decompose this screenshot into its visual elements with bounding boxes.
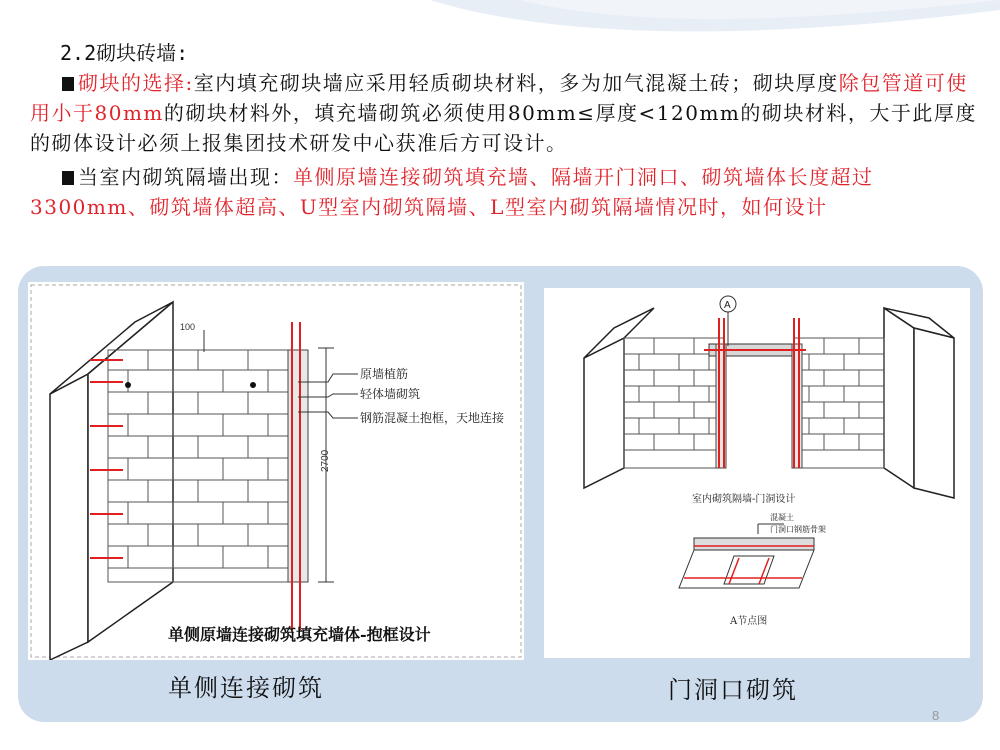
figure-single-side-connection [28, 282, 524, 660]
page-number: 8 [932, 708, 940, 723]
legend-original-wall-rebar: 原墙植筋 [360, 367, 409, 381]
paragraph-partition-cases [30, 162, 980, 222]
bullet-square-icon [62, 77, 74, 91]
detail-a-title: A节点图 [730, 616, 768, 627]
drawing-single-side [28, 282, 524, 660]
paragraph-block-selection [30, 68, 980, 158]
figure-left-title: 单侧原墙连接砌筑填充墙体-抱框设计 [168, 625, 431, 644]
legend-concrete-frame: 钢筋混凝土抱框，天地连接 [360, 411, 505, 425]
drawing-door-opening [544, 288, 970, 658]
slide-text [30, 40, 980, 222]
para2-highlight: 单侧原墙连接砌筑填充墙、隔墙开门洞口、砌筑墙体长度超过3300mm、砌筑墙体超高、U型室内砌筑隔墙、L型室内砌筑隔墙情况时，如何设计 [30, 165, 874, 219]
bullet-square-icon [62, 171, 74, 185]
detail-legend-rebar-cage: 门洞口钢筋骨架 [770, 525, 826, 534]
dimension-2700: 2700 [320, 449, 331, 472]
dimension-100: 100 [180, 322, 196, 332]
detail-legend-concrete: 混凝土 [770, 513, 794, 522]
figure-right-title: 室内砌筑隔墙-门洞设计 [692, 494, 796, 505]
section-heading: 2.2砌块砖墙: [60, 41, 189, 65]
figure-panel [18, 266, 983, 722]
label-block-selection: 砌块的选择: [78, 71, 194, 95]
legend-lightweight-masonry: 轻体墙砌筑 [360, 387, 421, 401]
figure-door-opening [544, 288, 970, 658]
para2-lead: 当室内砌筑隔墙出现： [78, 165, 293, 189]
para1-highlight: 除包管道可使用小于80mm [30, 71, 968, 125]
para1-text2: 的砌块材料外，填充墙砌筑必须使用80mm≤厚度<120mm的砌块材料，大于此厚度的砌体设计必须上报集团技术研发中心获准后方可设计。 [30, 101, 977, 155]
caption-door-opening: 门洞口砌筑 [668, 676, 798, 704]
detail-marker-a: A [724, 300, 731, 311]
caption-single-side-connection: 单侧连接砌筑 [168, 674, 324, 702]
para1-text1: 室内填充砌块墙应采用轻质砌块材料，多为加气混凝土砖；砌块厚度 [193, 71, 839, 95]
